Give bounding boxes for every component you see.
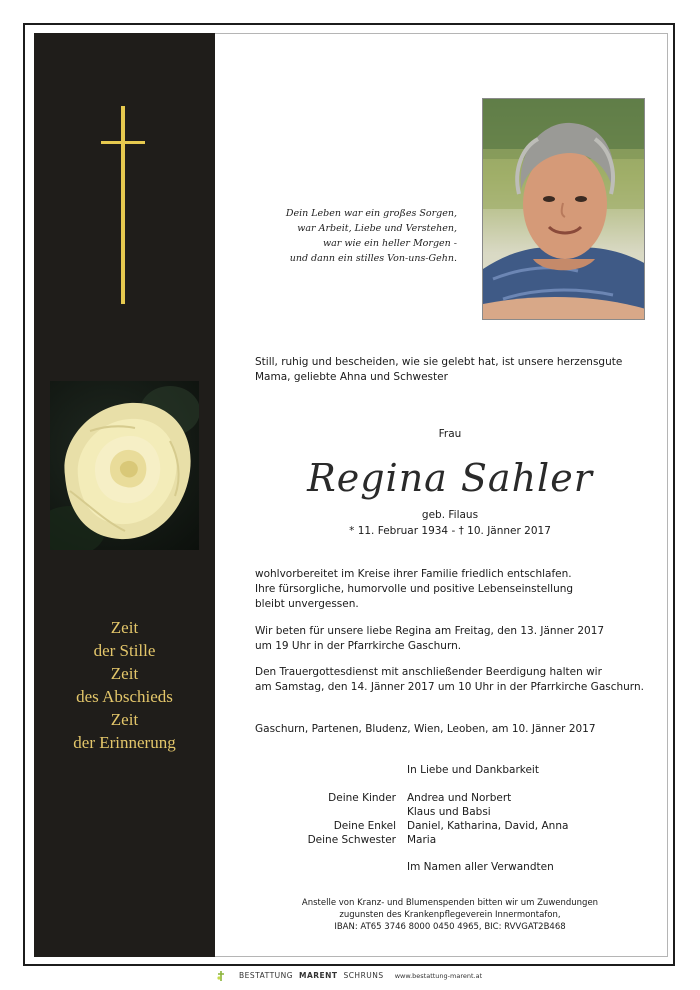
- schwester-label: Deine Schwester: [307, 834, 396, 846]
- poem-line: Dein Leben war ein großes Sorgen,: [285, 208, 457, 219]
- paragraph-3: Den Trauergottesdienst mit anschließender Beerdigung halten wir am Samstag, den 14. Jänner 2017 um 10 Uhr in der Pfarrkirche Gaschurn.: [255, 666, 644, 693]
- footer-url: www.bestattung-marent.at: [394, 972, 483, 980]
- rose-image: [50, 381, 199, 550]
- verse-line: der Stille: [93, 641, 156, 660]
- family-closing: Im Namen aller Verwandten: [407, 861, 554, 873]
- place-date: Gaschurn, Partenen, Bludenz, Wien, Leoben, am 10. Jänner 2017: [255, 723, 596, 735]
- bestattung-logo-icon: [215, 970, 227, 982]
- kinder-line: Klaus und Babsi: [407, 806, 491, 818]
- verse-line: der Erinnerung: [73, 733, 176, 752]
- footer: [0, 968, 700, 984]
- paragraph-1: wohlvorbereitet im Kreise ihrer Familie friedlich entschlafen. Ihre fürsorgliche, humorvolle und positive Lebenseinstellung bleibt unvergessen.: [255, 568, 574, 610]
- sidebar-verse: [34, 616, 215, 754]
- poem: [255, 206, 457, 266]
- verse-line: Zeit: [110, 664, 139, 683]
- kinder-label: Deine Kinder: [328, 792, 396, 804]
- birth-name: geb. Filaus: [421, 509, 479, 521]
- paragraph-2: Wir beten für unsere liebe Regina am Freitag, den 13. Jänner 2017 um 19 Uhr in der Pfarrkirche Gaschurn.: [255, 625, 605, 652]
- life-dates: * 11. Februar 1934 - † 10. Jänner 2017: [349, 525, 551, 537]
- poem-line: und dann ein stilles Von-uns-Gehn.: [289, 253, 457, 264]
- poem-line: war wie ein heller Morgen -: [322, 238, 457, 249]
- title-frau: Frau: [438, 428, 462, 440]
- schwester-line: Maria: [407, 834, 437, 846]
- intro-text: Still, ruhig und bescheiden, wie sie gelebt hat, ist unsere herzensgute Mama, geliebte Ahna und Schwester: [255, 356, 623, 383]
- kinder-line: Andrea und Norbert: [407, 792, 512, 804]
- poem-line: war Arbeit, Liebe und Verstehen,: [297, 223, 457, 234]
- footer-brand: BESTATTUNG MARENT SCHRUNS: [238, 971, 384, 980]
- family-intro: In Liebe und Dankbarkeit: [407, 764, 539, 776]
- donation-note: Anstelle von Kranz- und Blumenspenden bitten wir um Zuwendungen zugunsten des Krankenpflegeverein Innermontafon, IBAN: AT65 3746 8000 0450 4965, BIC: RVVGAT2B468: [301, 898, 599, 932]
- verse-line: des Abschieds: [76, 687, 173, 706]
- enkel-line: Daniel, Katharina, David, Anna: [407, 820, 569, 832]
- portrait-photo: [482, 98, 645, 320]
- enkel-label: Deine Enkel: [333, 820, 396, 832]
- deceased-name: Regina Sahler: [307, 456, 593, 500]
- verse-line: Zeit: [110, 618, 139, 637]
- verse-line: Zeit: [110, 710, 139, 729]
